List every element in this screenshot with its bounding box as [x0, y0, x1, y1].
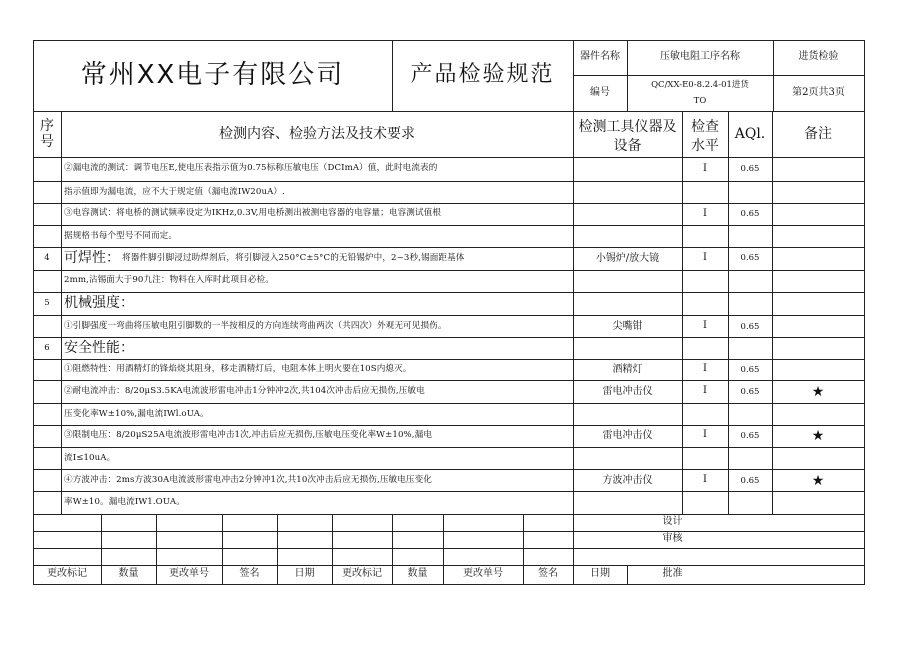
row-level: I: [703, 320, 707, 331]
row-text: ③限制电压：8/20μS25A电流波形雷电冲击1次,冲击后应无损伤,压敏电压变化率W±10%,漏电: [64, 430, 433, 440]
col-seq-line1: 序: [40, 118, 54, 134]
col-seq-line2: 号: [40, 134, 54, 150]
row-level: I: [703, 208, 707, 219]
section-heading: 机械强度：: [64, 295, 134, 311]
col-content: 检测内容、检验方法及技术要求: [219, 126, 415, 142]
row-level: I: [703, 474, 707, 485]
col-tools-line1: 检测工具仪器及: [578, 119, 677, 135]
approve-label: 批准: [662, 568, 683, 579]
part-name-label: 器件名称: [580, 51, 620, 62]
process-value: 进货检验: [798, 51, 839, 62]
row-aql: 0.65: [740, 476, 760, 486]
row-level: I: [703, 363, 707, 374]
row-aql: 0.65: [740, 387, 760, 397]
col-tools-line2: 设备: [613, 138, 642, 154]
row-tool: 雷电冲击仪: [602, 430, 653, 441]
row-text: ③电容测试：将电桥的测试频率设定为IKHz,0.3V,用电桥测出被测电容器的电容量；电容测试值根: [64, 208, 442, 218]
page-info: 第2页共3页: [792, 87, 845, 98]
date-label: 日期: [294, 568, 315, 579]
company-name: 常州XX电子有限公司: [80, 60, 345, 90]
col-level-line1: 检查: [691, 119, 719, 135]
row-text: ①阻燃特性：用酒精灯的锋焰烧其阻身，移走酒精灯后，电阻本体上明火要在10S内熄灭。: [64, 364, 412, 374]
change-no-label: 更改单号: [463, 568, 503, 579]
change-no-label: 更改单号: [169, 568, 209, 579]
row-level: I: [703, 163, 707, 174]
row-tool: 小锡炉/放大镜: [595, 253, 660, 264]
row-aql: 0.65: [740, 431, 760, 441]
date-label: 日期: [590, 568, 610, 579]
row-text: ②漏电流的测试：调节电压E,使电压表指示值为0.75标称压敏电压（DCImA）值，此时电流表的: [64, 163, 438, 173]
key-item-star-icon: ★: [811, 384, 825, 400]
row-text: 率W±10。漏电流IW1.OUA。: [64, 497, 185, 507]
row-tool: 酒精灯: [612, 364, 643, 375]
row-tool: 尖嘴钳: [612, 321, 643, 332]
review-label: 审核: [662, 533, 683, 544]
row-text: ①引脚强度一弯曲将压敏电阻引脚数的一半按相反的方向连续弯曲两次（共四次）外观无可见损伤。: [64, 321, 447, 331]
row-seq: 4: [44, 253, 50, 263]
design-label: 设计: [662, 516, 683, 527]
row-level: I: [703, 429, 707, 440]
row-text: ②耐电流冲击：8/20μS3.5KA电流波形雷电冲击1分钟冲2次,共104次冲击后应无损伤,压敏电: [64, 386, 425, 396]
row-text: 将器件脚引脚浸过助焊剂后，将引脚浸入250°C±5°C的无铅锡炉中，2~3秒,锡面距基体: [122, 253, 465, 263]
row-seq: 6: [44, 343, 50, 353]
key-item-star-icon: ★: [811, 473, 825, 489]
code-value-line1: QC/XX-E0-8.2.4-01进货: [651, 80, 749, 90]
row-tool: 方波冲击仪: [602, 475, 653, 486]
change-mark-label: 更改标记: [47, 568, 87, 579]
signature-label: 签名: [538, 568, 558, 579]
row-aql: 0.65: [740, 209, 760, 219]
row-text: ④方波冲击：2ms方波30A电流波形雷电冲击2分钟冲1次,共10次冲击后应无损伤,压敏电压变化: [64, 475, 432, 485]
row-level: I: [703, 252, 707, 263]
row-aql: 0.65: [740, 322, 760, 332]
row-aql: 0.65: [740, 365, 760, 375]
change-mark-label: 更改标记: [342, 568, 382, 579]
signature-label: 签名: [239, 568, 260, 579]
row-text: 指示值即为漏电流，应不大于规定值（漏电流IW20uA）.: [64, 187, 285, 197]
col-aql: AQl.: [734, 126, 766, 142]
col-level-line2: 水平: [691, 138, 719, 154]
row-text: 2mm,沾锡面大于90九注：物料在入库时此项目必检。: [64, 275, 274, 285]
quantity-label: 数量: [118, 568, 139, 579]
document-title: 产品检验规范: [410, 62, 555, 87]
code-value-line2: TO: [693, 96, 707, 106]
row-text: 压变化率W±10%,漏电流IWl.oUA。: [64, 409, 209, 419]
row-aql: 0.65: [740, 164, 760, 174]
quantity-label: 数量: [407, 568, 428, 579]
key-item-star-icon: ★: [811, 428, 825, 444]
row-aql: 0.65: [740, 253, 760, 263]
code-label: 编号: [590, 87, 610, 98]
section-heading: 安全性能：: [64, 340, 134, 356]
row-level: I: [703, 385, 707, 396]
row-tool: 雷电冲击仪: [602, 386, 653, 397]
row-text: 据规格书每个型号不同而定。: [64, 231, 178, 241]
col-remarks: 备注: [804, 126, 832, 142]
row-seq: 5: [44, 298, 50, 308]
part-name-value: 压敏电阻工序名称: [660, 51, 740, 62]
row-text: 流I≤10uA。: [64, 453, 116, 463]
section-heading: 可焊性：: [64, 250, 120, 266]
